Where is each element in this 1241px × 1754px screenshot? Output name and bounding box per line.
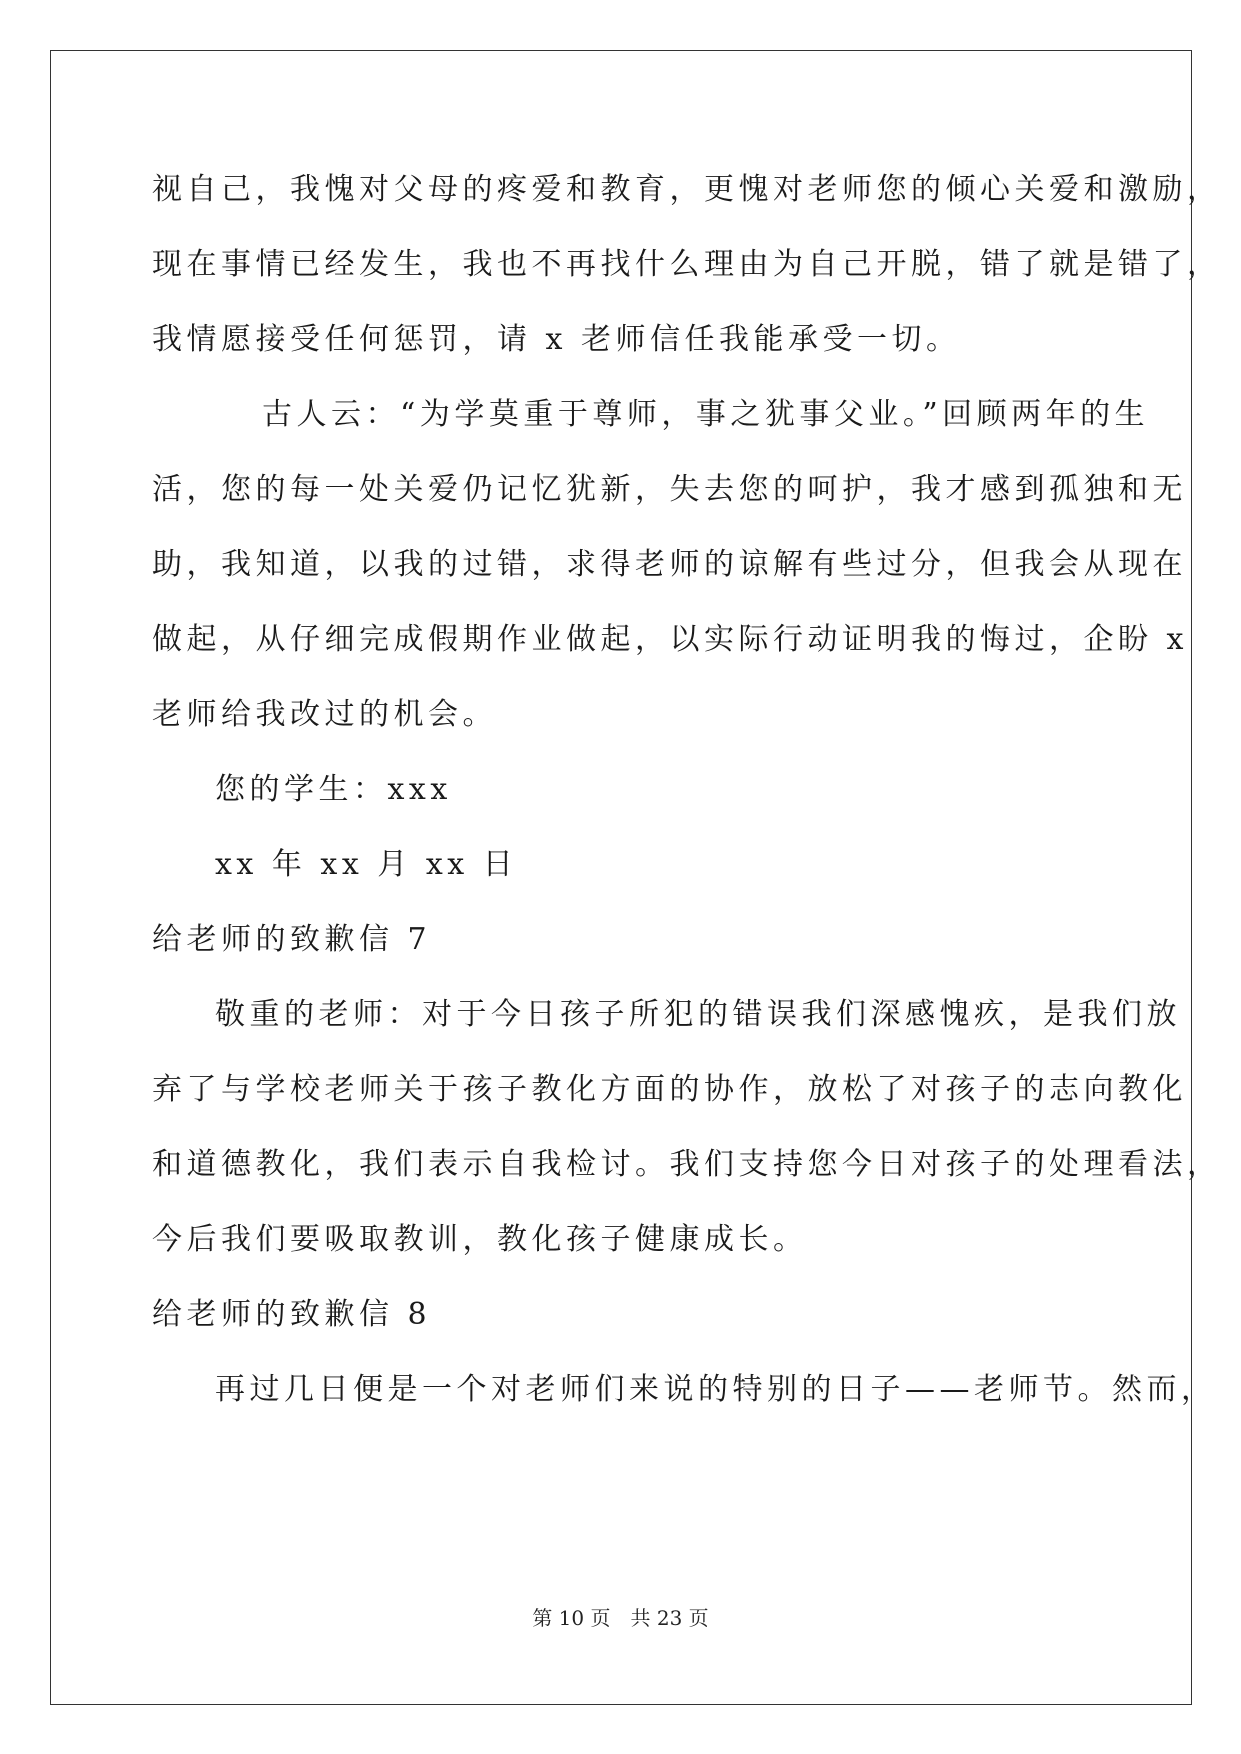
body-text-line: 视自己，我愧对父母的疼爱和教育，更愧对老师您的倾心关爱和激励， bbox=[152, 172, 1222, 207]
body-text-line: 我情愿接受任何惩罚，请 x 老师信任我能承受一切。 bbox=[152, 322, 961, 357]
page-footer bbox=[0, 1606, 1241, 1630]
body-text-line: 做起，从仔细完成假期作业做起，以实际行动证明我的悔过，企盼 x bbox=[152, 622, 1188, 657]
signature-line: 您的学生：xxx bbox=[215, 772, 452, 807]
section-heading: 给老师的致歉信 8 bbox=[152, 1297, 432, 1332]
body-text-line: 现在事情已经发生，我也不再找什么理由为自己开脱，错了就是错了， bbox=[152, 247, 1222, 282]
body-text-line: 再过几日便是一个对老师们来说的特别的日子——老师节。然而， bbox=[215, 1372, 1216, 1407]
section-heading: 给老师的致歉信 7 bbox=[152, 922, 432, 957]
body-text-line: 今后我们要吸取教训，教化孩子健康成长。 bbox=[152, 1222, 808, 1257]
body-text-line: 弃了与学校老师关于孩子教化方面的协作，放松了对孩子的志向教化 bbox=[152, 1072, 1187, 1107]
body-text-line: 敬重的老师：对于今日孩子所犯的错误我们深感愧疚，是我们放 bbox=[215, 997, 1181, 1032]
body-text-line: 助，我知道，以我的过错，求得老师的谅解有些过分，但我会从现在 bbox=[152, 547, 1187, 582]
page-number: 第 10 页 共 23 页 bbox=[532, 1606, 709, 1630]
date-line: xx 年 xx 月 xx 日 bbox=[215, 847, 518, 882]
body-text-line: 古人云：“为学莫重于尊师，事之犹事父业。”回顾两年的生 bbox=[262, 397, 1150, 432]
body-text-line: 老师给我改过的机会。 bbox=[152, 697, 497, 732]
body-text-line: 和道德教化，我们表示自我检讨。我们支持您今日对孩子的处理看法， bbox=[152, 1147, 1222, 1182]
body-text-line: 活，您的每一处关爱仍记忆犹新，失去您的呵护，我才感到孤独和无 bbox=[152, 472, 1187, 507]
